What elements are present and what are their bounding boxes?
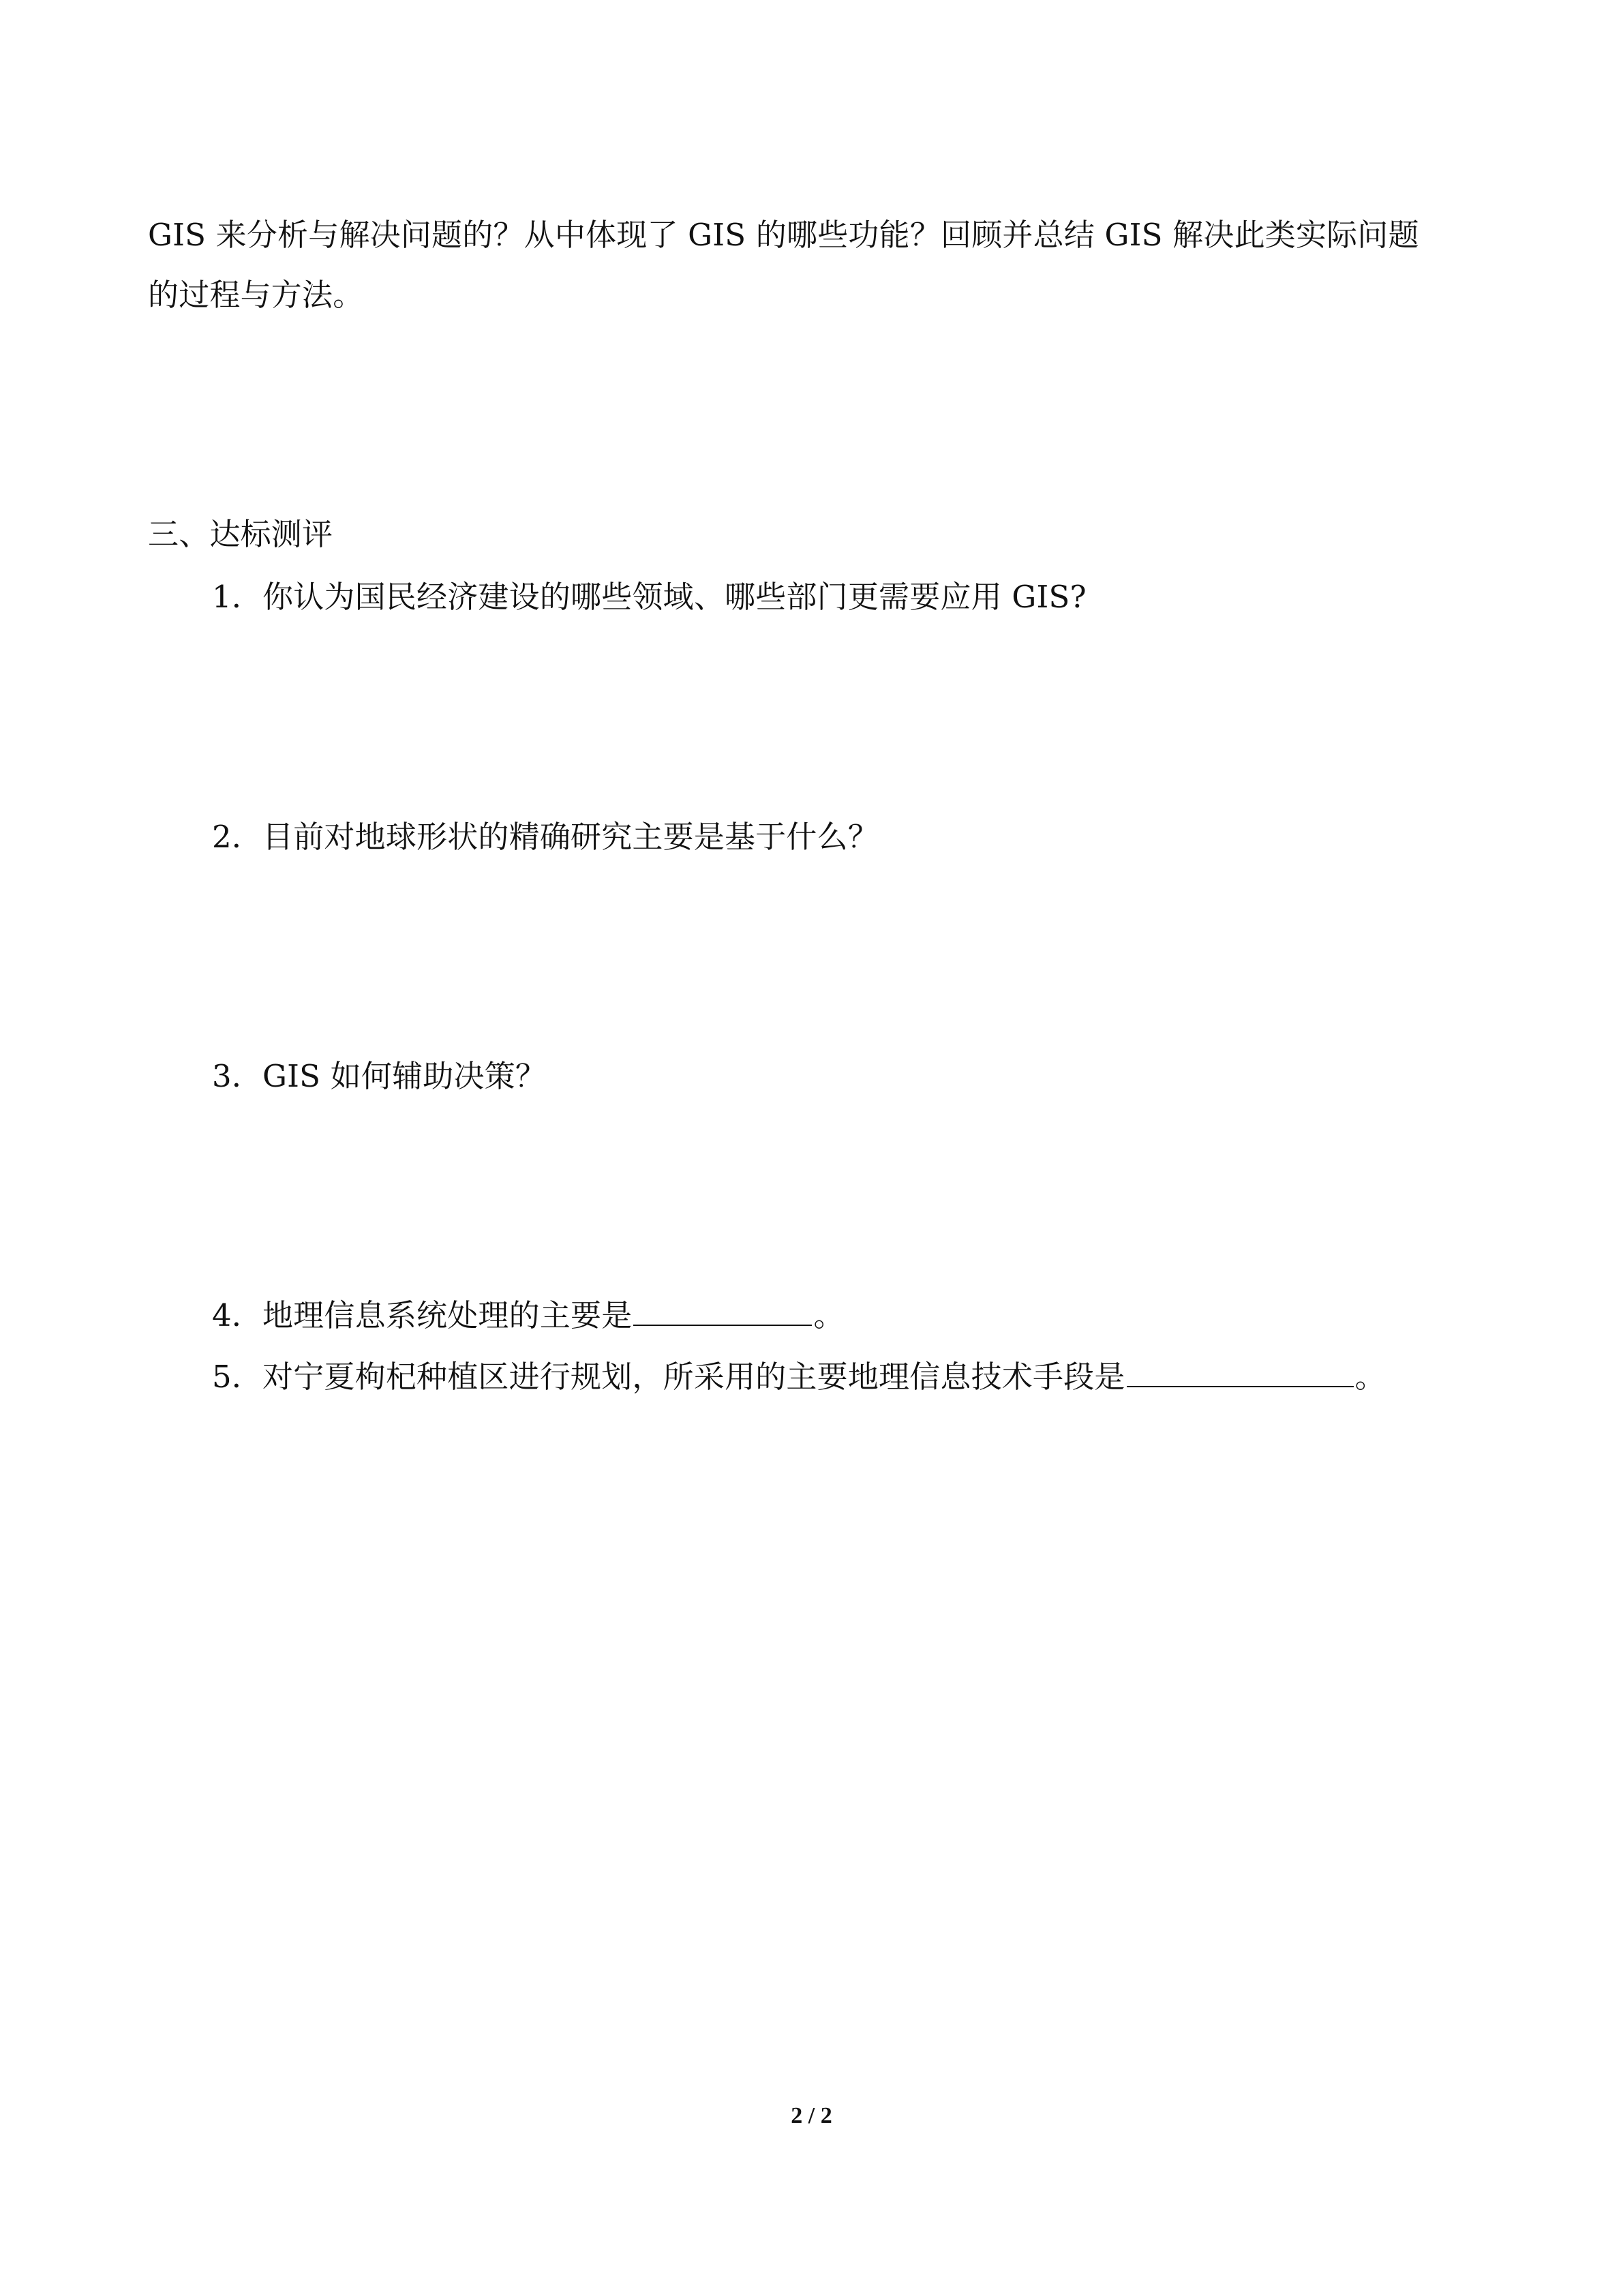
question-2-text: 目前对地球形状的精确研究主要是基于什么？ <box>262 819 879 855</box>
answer-blank-4[interactable] <box>633 1296 812 1326</box>
intro-line-1: GIS 来分析与解决问题的？从中体现了 GIS 的哪些功能？回顾并总结 GIS 解决此类实际问题 <box>148 217 1419 253</box>
question-3 <box>212 1055 546 1098</box>
question-4-number: 4． <box>212 1297 263 1333</box>
question-5-number: 5． <box>212 1359 263 1395</box>
question-1-text: 你认为国民经济建设的哪些领域、哪些部门更需要应用 GIS? <box>262 579 1087 615</box>
question-3-number: 3． <box>212 1058 263 1094</box>
question-4-end: 。 <box>813 1297 845 1333</box>
question-2 <box>212 816 879 858</box>
page-number: 2 / 2 <box>791 2103 832 2128</box>
intro-line-2: 的过程与方法。 <box>148 277 364 313</box>
question-1-number: 1． <box>212 579 263 615</box>
question-5-end: 。 <box>1354 1359 1386 1395</box>
question-5-text: 对宁夏枸杞种植区进行规划，所采用的主要地理信息技术手段是 <box>262 1359 1125 1395</box>
answer-blank-5[interactable] <box>1127 1357 1354 1387</box>
question-4-text: 地理信息系统处理的主要是 <box>262 1297 633 1333</box>
question-1 <box>212 576 1087 618</box>
section-title: 三、达标测评 <box>148 516 333 552</box>
question-3-text: GIS 如何辅助决策？ <box>262 1058 547 1094</box>
question-5 <box>212 1356 1386 1398</box>
question-4 <box>212 1295 845 1337</box>
question-2-number: 2． <box>212 819 263 855</box>
